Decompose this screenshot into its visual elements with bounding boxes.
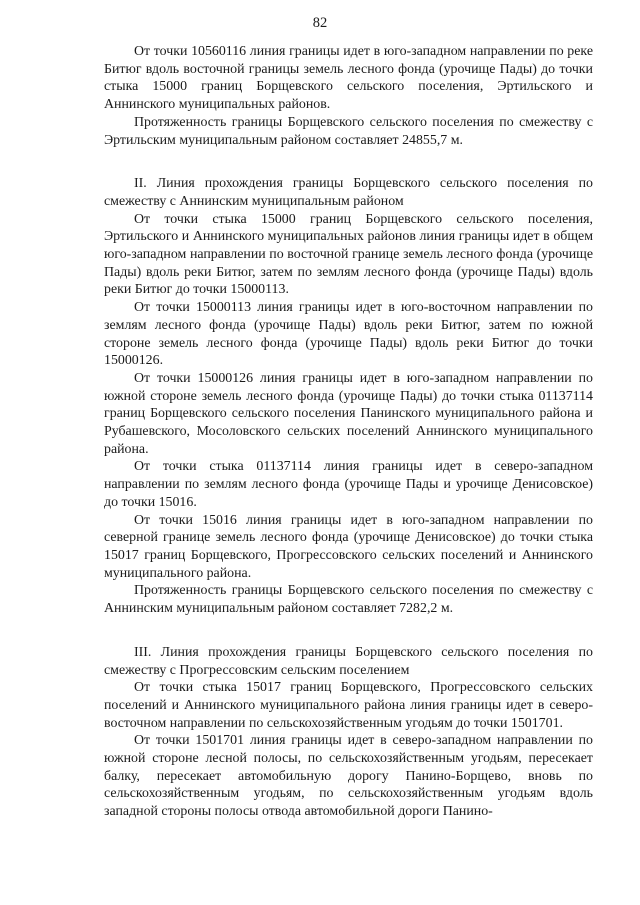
section-2-paragraph-6: Протяженность границы Борщевского сельского поселения по смежеству с Аннинским муниципальным районом составляет 7282,2 м. <box>104 583 593 617</box>
intro-paragraph-1: От точки 10560116 линия границы идет в юго-западном направлении по реке Битюг вдоль восточной границы земель лесного фонда (урочище Пады) до точки стыка 15000 границ Борщевского сельского поселения, Эртильского и Аннинского муниципальных районов. <box>104 44 593 113</box>
section-2-paragraph-5: От точки 15016 линия границы идет в юго-западном направлении по северной границе земель лесного фонда (урочище Денисовское) до точки стыка 15017 границ Борщевского, Прогрессовского сельских поселений и Аннинского муниципального района. <box>104 512 593 581</box>
document-body <box>104 43 593 821</box>
intro-paragraph-2: Протяженность границы Борщевского сельского поселения по смежеству с Эртильским муниципальным районом составляет 24855,7 м. <box>104 114 593 148</box>
section-spacer <box>104 618 593 644</box>
section-2-heading: II. Линия прохождения границы Борщевского сельского поселения по смежеству с Аннинским муниципальным районом <box>104 176 593 209</box>
section-2-paragraph-2: От точки 15000113 линия границы идет в юго-восточном направлении по землям лесного фонда (урочище Пады) вдоль реки Битюг, затем по южной стороне земель лесного фонда (урочище Пады) вдоль реки Битюг до точки 15000126. <box>104 300 593 369</box>
section-3-paragraph-2: От точки 1501701 линия границы идет в северо-западном направлении по южной стороне лесной полосы, по сельскохозяйственным угодьям, пересекает балку, пересекает автомобильную дорогу Панино-Борщево, вновь по сельскохозяйственным угодьям, по сельскохозяйственным угодьям вдоль западной стороны полосы отвода автомобильной дороги Панино- <box>104 733 593 820</box>
section-3-paragraph-1: От точки стыка 15017 границ Борщевского, Прогрессовского сельских поселений и Аннинского муниципального района линия границы идет в северо-восточном направлении по сельскохозяйственным угодьям до точки 1501701. <box>104 680 593 731</box>
section-2-paragraph-4: От точки стыка 01137114 линия границы идет в северо-западном направлении по землям лесного фонда (урочище Пады и урочище Денисовское) до точки 15016. <box>104 459 593 510</box>
section-spacer <box>104 149 593 175</box>
section-2-paragraph-3: От точки 15000126 линия границы идет в юго-западном направлении по южной стороне земель лесного фонда (урочище Пады) до точки стыка 01137114 границ Борщевского сельского поселения Панинского муниципального района и Рубашевского, Мосоловского сельских поселений Аннинского муниципального района. <box>104 370 593 457</box>
section-3-heading: III. Линия прохождения границы Борщевского сельского поселения по смежеству с Прогрессовским сельским поселением <box>104 644 593 678</box>
page-number: 82 <box>312 15 328 31</box>
section-2-paragraph-1: От точки стыка 15000 границ Борщевского сельского поселения, Эртильского и Аннинского муниципальных районов линия границы идет в общем юго-западном направлении по восточной границе земель лесного фонда (урочище Пады) вдоль реки Битюг, затем по землям лесного фонда (урочище Пады) вдоль реки Битюг до точки 15000113. <box>104 211 593 298</box>
